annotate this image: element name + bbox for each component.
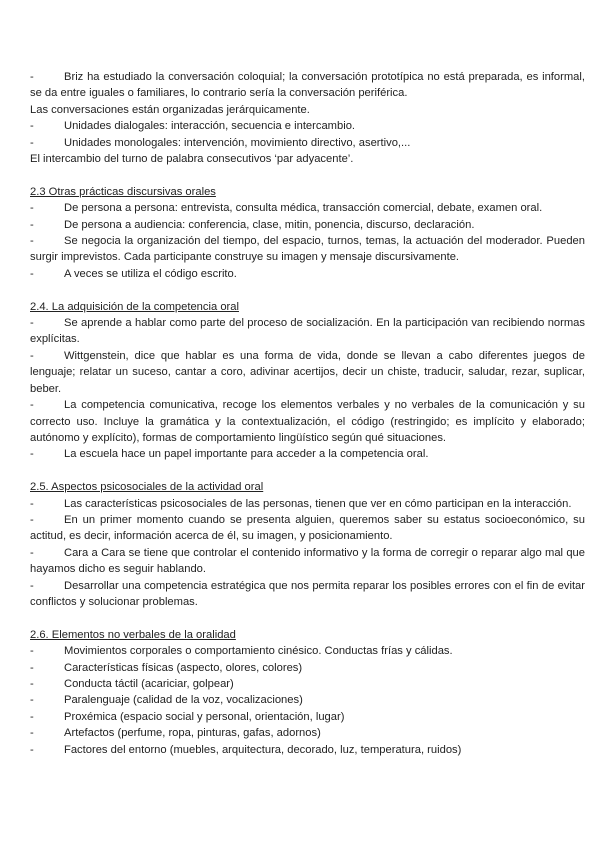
list-item: - Briz ha estudiado la conversación coloquial; la conversación prototípica no está preparada, es informal, se da entre iguales o familiares, lo contrario sería la conversación periférica. [30,71,585,100]
paragraph: Las conversaciones están organizadas jerárquicamente. [30,103,310,116]
list-item: - La escuela hace un papel importante para acceder a la competencia oral. [30,448,429,461]
list-item: - Paralenguaje (calidad de la voz, vocalizaciones) [30,694,303,707]
list-item: - Desarrollar una competencia estratégica que nos permita reparar los posibles errores con el fin de evitar conflictos y solucionar problemas. [30,579,585,608]
list-item: - De persona a audiencia: conferencia, clase, mitin, ponencia, discurso, declaración. [30,218,475,231]
list-item: - Conducta táctil (acariciar, golpear) [30,677,234,690]
section-heading: 2.3 Otras prácticas discursivas orales [30,185,216,198]
section-heading: 2.6. Elementos no verbales de la oralidad [30,628,236,641]
list-item: - De persona a persona: entrevista, consulta médica, transacción comercial, debate, examen oral. [30,202,543,215]
list-item: - A veces se utiliza el código escrito. [30,267,237,280]
list-item: - Las características psicosociales de las personas, tienen que ver en cómo participan en la interacción. [30,497,572,510]
list-item: - Proxémica (espacio social y personal, orientación, lugar) [30,710,345,723]
list-item: - Características físicas (aspecto, olores, colores) [30,661,303,674]
section-heading: 2.5. Aspectos psicosociales de la actividad oral [30,481,264,494]
list-item: - Cara a Cara se tiene que controlar el contenido informativo y la forma de corregir o reparar algo mal que hayamos dicho es seguir hablando. [30,546,585,576]
list-item: - Se negocia la organización del tiempo, del espacio, turnos, temas, la actuación del moderador. Pueden surgir imprevistos. Cada participante construye su imagen y mensaje discursivamente. [30,235,585,264]
list-item: - Movimientos corporales o comportamiento cinésico. Conductas frías y cálidas. [30,645,453,658]
list-item: - Unidades dialogales: interacción, secuencia e intercambio. [30,120,356,133]
list-item: - Artefactos (perfume, ropa, pinturas, gafas, adornos) [30,727,321,740]
list-item: - Wittgenstein, dice que hablar es una forma de vida, donde se llevan a cabo diferentes juegos de lenguaje; relatar un suceso, cantar a coro, adivinar acertijos, decir un chiste, traducir, saludar, rezar, suplicar, beber. [30,349,585,395]
list-item: - Se aprende a hablar como parte del proceso de socialización. En la participación van recibiendo normas explícitas. [30,317,585,346]
list-item: - Factores del entorno (muebles, arquitectura, decorado, luz, temperatura, ruidos) [30,743,462,756]
list-item: - La competencia comunicativa, recoge los elementos verbales y no verbales de la comunicación y su correcto uso. Incluye la gramática y la contextualización, el código (restringido; es implícito y elaborado; autónomo y explícito), formas de comportamiento lingüístico según qué situaciones. [30,399,585,444]
list-item: - Unidades monologales: intervención, movimiento directivo, asertivo,... [30,136,411,149]
section-heading: 2.4. La adquisición de la competencia oral [30,300,239,313]
document-page [30,69,585,758]
list-item: - En un primer momento cuando se presenta alguien, queremos saber su estatus socioeconómico, su actitud, es decir, información acerca de él, su imagen, y posicionamiento. [30,513,585,543]
paragraph: El intercambio del turno de palabra consecutivos ‘par adyacente’. [30,153,354,166]
